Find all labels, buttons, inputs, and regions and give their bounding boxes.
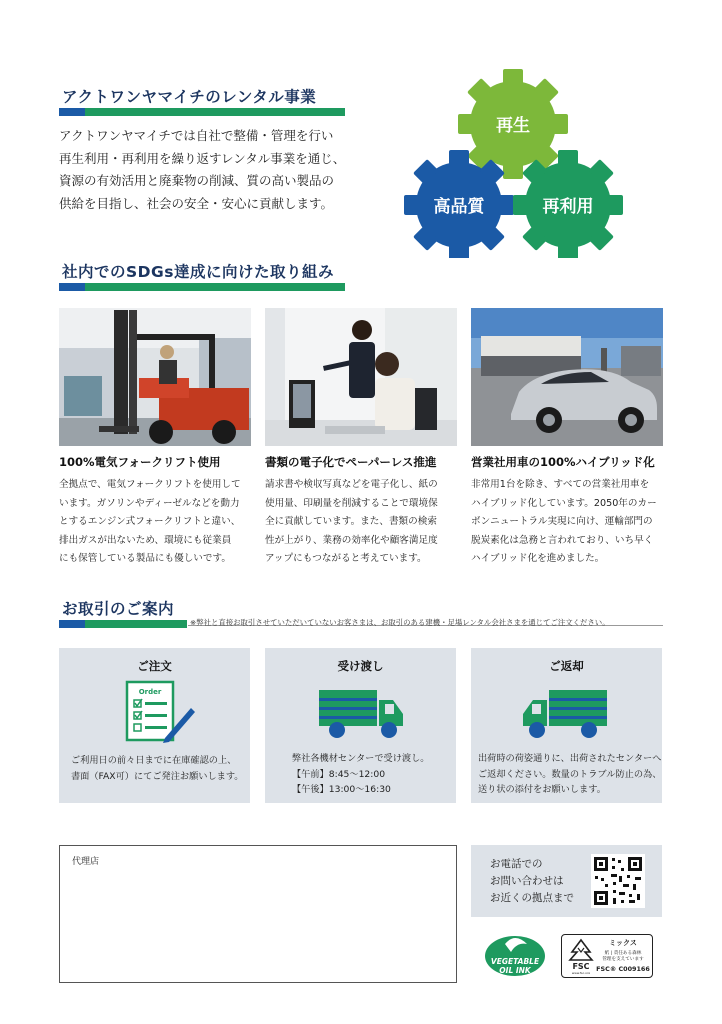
agency-label: 代理店 bbox=[72, 857, 100, 867]
body-line: にも保管している製品にも優しいです。 bbox=[59, 553, 231, 564]
intro-line: 資源の有効活用と廃棄物の削減、質の高い製品の bbox=[59, 173, 335, 188]
body-line: 使用量、印刷量を削減することで環境保 bbox=[265, 497, 438, 509]
order-card-title: ご注文 bbox=[137, 659, 172, 673]
hybrid-body bbox=[471, 476, 669, 569]
card-line: 【午後】13:00〜16:30 bbox=[292, 784, 391, 795]
return-card-body bbox=[478, 751, 662, 798]
body-line: 非常用1台を除き、すべての営業社用車を bbox=[471, 479, 650, 490]
fsc-sub1: 紙 | 責任ある森林 bbox=[604, 951, 642, 956]
delivery-card-title: 受け渡し bbox=[337, 659, 384, 673]
delivery-card-body bbox=[292, 751, 452, 798]
body-line: ボンニュートラル実現に向け、運輸部門の bbox=[471, 516, 653, 527]
body-line: 請求書や検収写真などを電子化し、紙の bbox=[265, 479, 438, 490]
veg-text-2: OIL INK bbox=[499, 966, 531, 975]
gear-label-reuse: 再利用 bbox=[542, 197, 594, 217]
title-underline bbox=[59, 108, 345, 116]
trade-note: ※弊社と直接お取引させていただいていないお客さまは、お取引のある建機・足場レンタル会社さまを通じてご注文ください。 bbox=[190, 618, 610, 627]
return-card bbox=[471, 648, 662, 803]
paperless-title: 書類の電子化でペーパーレス推進 bbox=[265, 455, 437, 469]
veg-text-1: VEGETABLE bbox=[490, 957, 540, 966]
body-line: ハイブリッド化を進めました。 bbox=[471, 553, 605, 564]
title-underline bbox=[59, 283, 345, 291]
rental-intro-text bbox=[59, 125, 359, 215]
truck-icon bbox=[317, 688, 405, 740]
order-card bbox=[59, 648, 250, 803]
contact-line: お近くの拠点まで bbox=[490, 892, 574, 904]
card-line: 弊社各機材センターで受け渡し。 bbox=[292, 753, 430, 764]
paperless-body bbox=[265, 476, 463, 569]
fsc-title: ミックス bbox=[609, 939, 637, 947]
hybrid-title: 営業社用車の100%ハイブリッド化 bbox=[471, 455, 655, 469]
forklift-body bbox=[59, 476, 257, 569]
return-card-title: ご返却 bbox=[549, 659, 584, 673]
qr-code-icon[interactable] bbox=[591, 854, 645, 908]
fsc-logo-text: FSC bbox=[572, 962, 590, 971]
section-title-rental: アクトワンヤマイチのレンタル事業 bbox=[62, 88, 317, 106]
section-title-trade-guide: お取引のご案内 bbox=[62, 600, 175, 618]
order-form-icon bbox=[125, 680, 197, 744]
card-line: 送り状の添付をお願いします。 bbox=[478, 784, 606, 795]
gear-label-recycle: 再生 bbox=[496, 116, 530, 136]
card-line: 出荷時の荷姿通りに、出荷されたセンターへ bbox=[478, 753, 662, 764]
forklift-title: 100%電気フォークリフト使用 bbox=[59, 455, 221, 469]
body-line: 性が上がり、業務の効率化や顧客満足度 bbox=[265, 534, 438, 546]
body-line: 全に貢献しています。また、書類の検索 bbox=[265, 516, 437, 527]
intro-line: 再生利用・再利用を繰り返すレンタル事業を通じ、 bbox=[59, 150, 346, 166]
section-title-sdgs: 社内でのSDGs達成に向けた取り組み bbox=[62, 263, 334, 281]
contact-box bbox=[471, 845, 662, 917]
body-line: アップにもつながると考えています。 bbox=[265, 553, 427, 564]
title-underline bbox=[59, 620, 187, 628]
truck-icon bbox=[521, 688, 609, 740]
vegetable-oil-ink-logo bbox=[483, 934, 547, 984]
gear-label-quality: 高品質 bbox=[433, 197, 485, 217]
body-line: 全拠点で、電気フォークリフトを使用して bbox=[59, 479, 241, 490]
fsc-sub2: 管理を支えています bbox=[602, 957, 644, 962]
contact-text bbox=[490, 856, 574, 907]
body-line: います。ガソリンやディーゼルなどを動力 bbox=[59, 497, 240, 509]
body-line: 排出ガスが出ないため、環境にも従業員 bbox=[59, 534, 232, 546]
card-line: ご返却ください。数量のトラブル防止の為、 bbox=[478, 768, 662, 780]
hybrid-car-photo bbox=[471, 308, 663, 446]
fsc-tree-icon bbox=[566, 938, 596, 974]
intro-line: アクトワンヤマイチでは自社で整備・管理を行い bbox=[59, 128, 334, 143]
intro-line: 供給を目指し、社会の安全・安心に貢献します。 bbox=[59, 195, 334, 211]
fsc-code: FSC® C009166 bbox=[596, 965, 650, 973]
card-line: ご利用日の前々日までに在庫確認の上、 bbox=[71, 755, 237, 766]
order-form-label: Order bbox=[138, 688, 162, 696]
gears-diagram bbox=[398, 68, 630, 258]
delivery-card bbox=[265, 648, 456, 803]
body-line: とするエンジン式フォークリフトと違い、 bbox=[59, 516, 241, 527]
agency-box bbox=[59, 845, 457, 983]
fsc-text bbox=[596, 938, 650, 973]
order-card-body bbox=[71, 753, 251, 784]
body-line: ハイブリッド化しています。2050年のカー bbox=[471, 497, 657, 509]
office-photo bbox=[265, 308, 457, 446]
contact-line: お電話での bbox=[490, 858, 543, 870]
fsc-logo bbox=[561, 934, 653, 978]
card-line: 【午前】8:45〜12:00 bbox=[292, 768, 386, 780]
contact-line: お問い合わせは bbox=[490, 875, 564, 887]
body-line: 脱炭素化は急務と言われており、いち早く bbox=[471, 534, 654, 546]
forklift-photo bbox=[59, 308, 251, 446]
card-line: 書面（FAX可）にてご発注お願いします。 bbox=[71, 770, 244, 782]
fsc-url: www.fsc.org bbox=[571, 971, 591, 974]
